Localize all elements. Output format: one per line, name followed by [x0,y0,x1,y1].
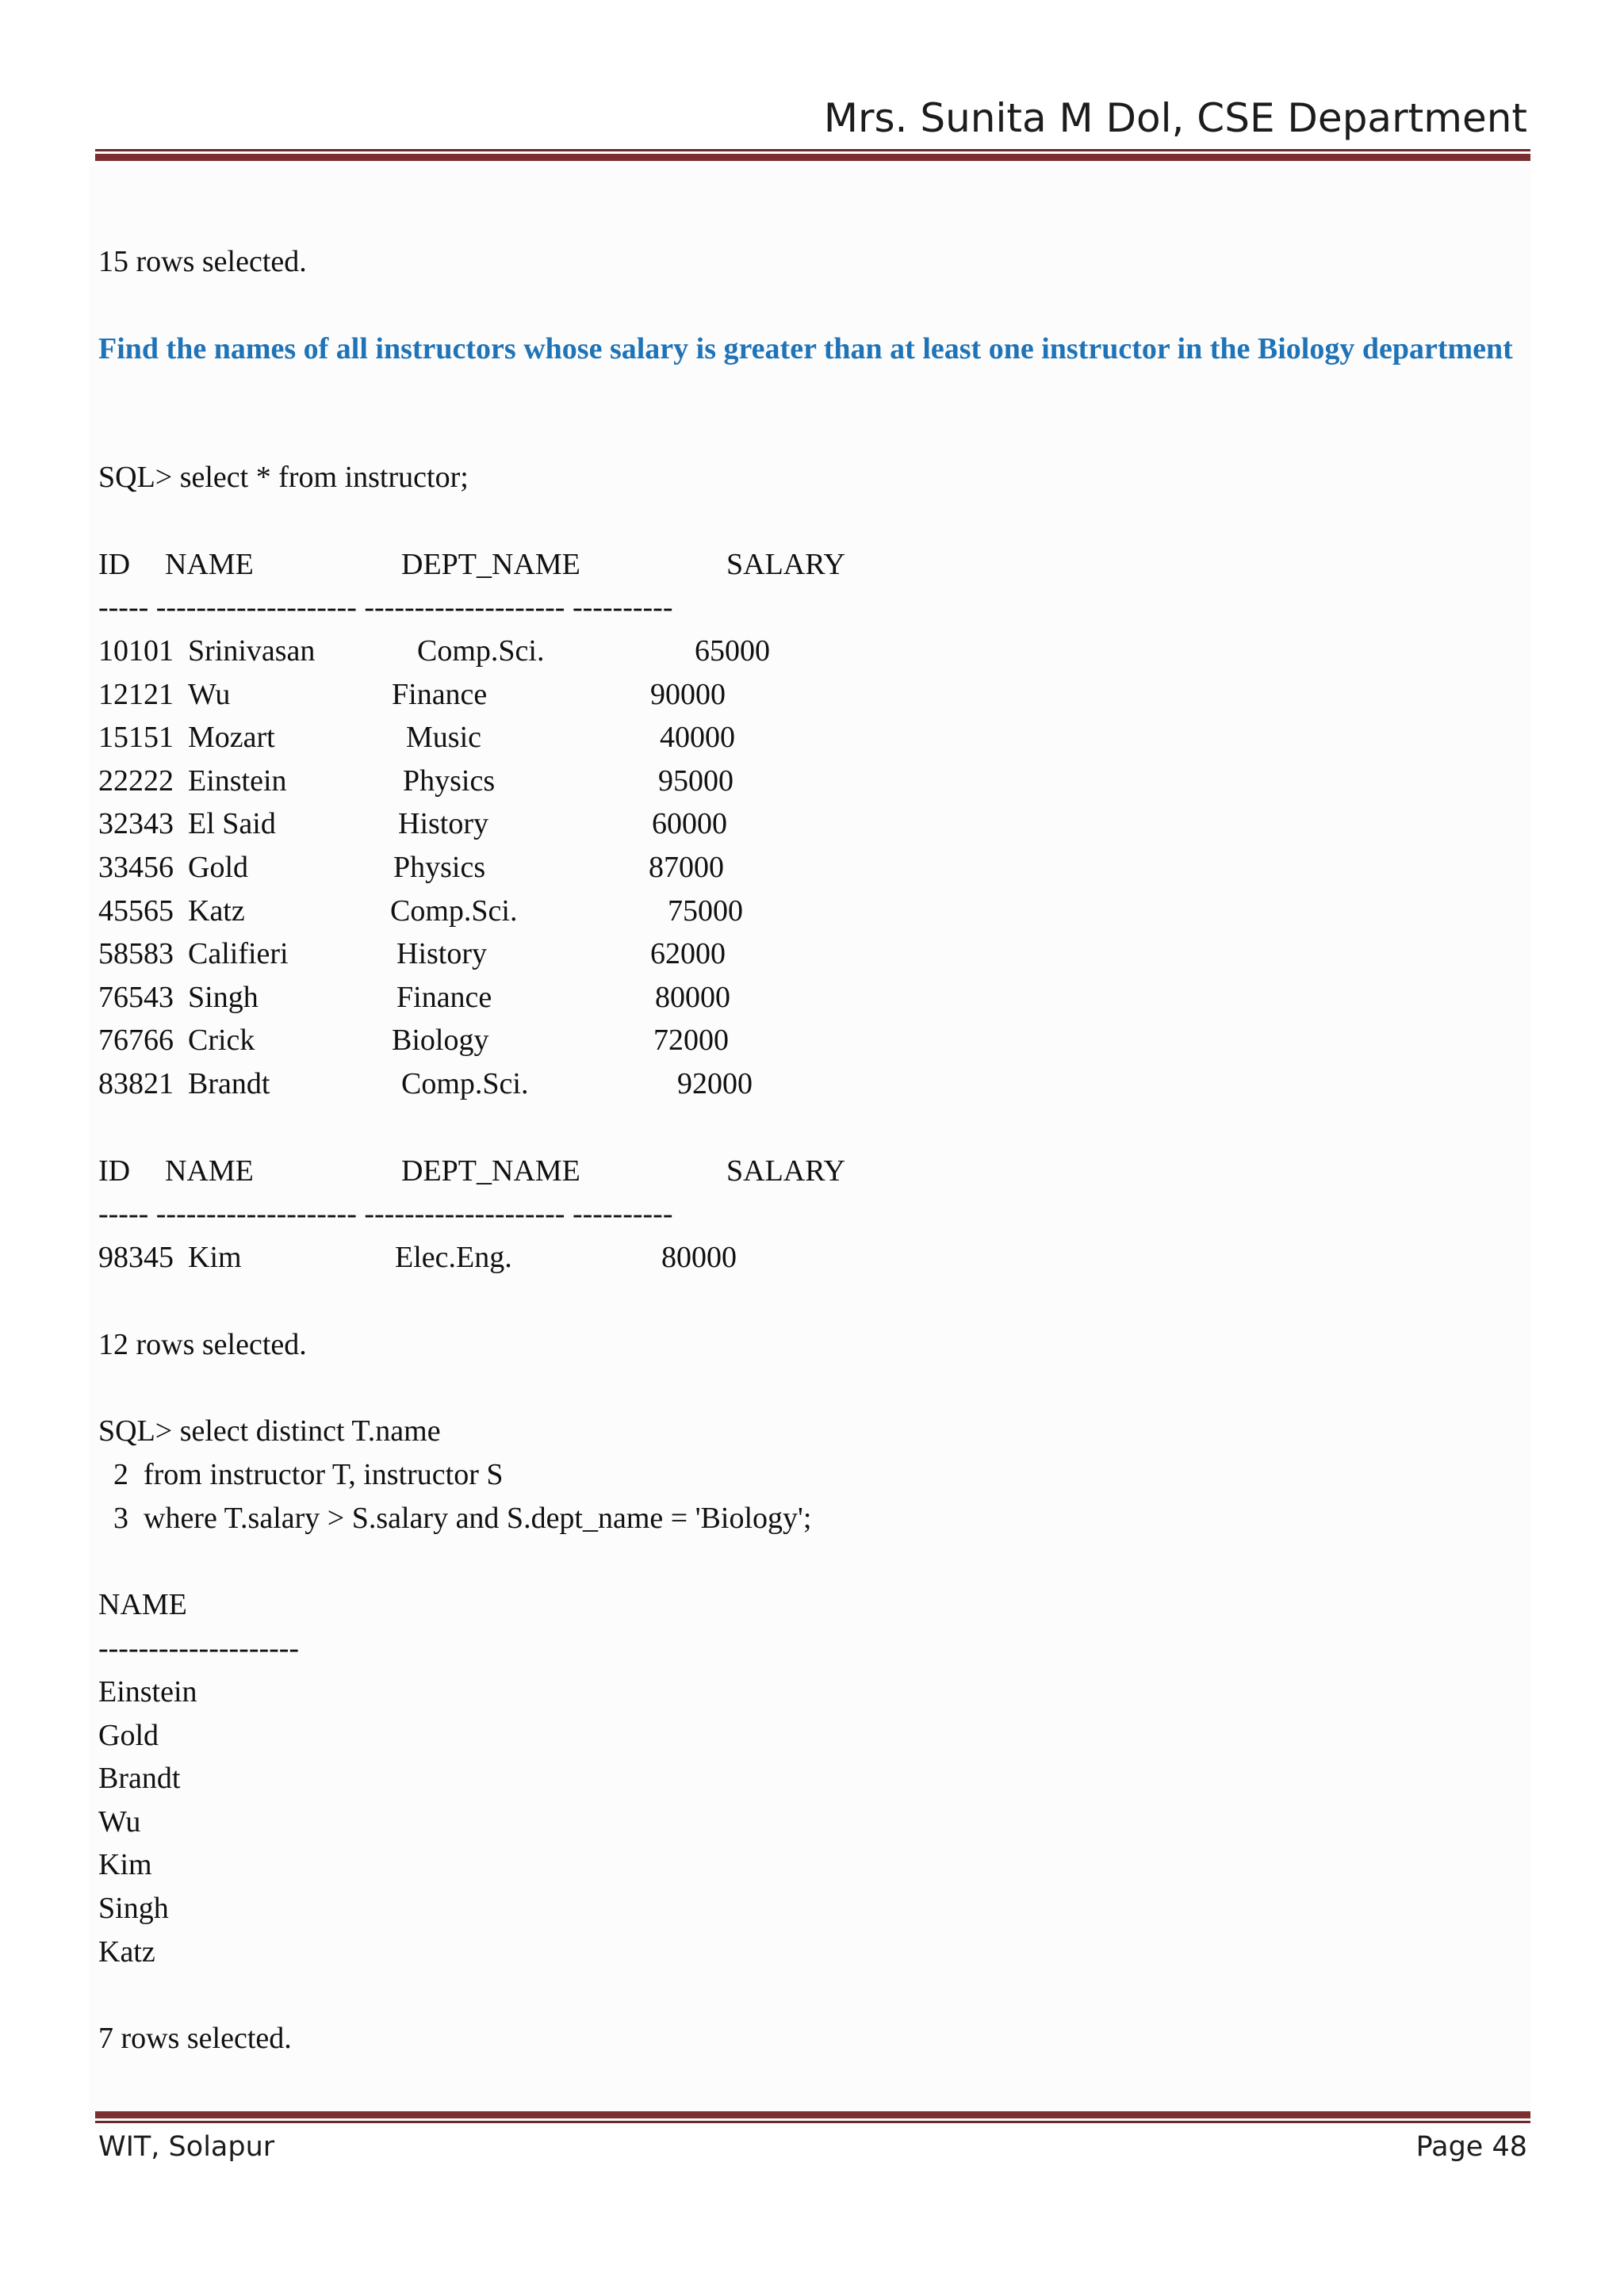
row-dept-name: Biology [392,1024,489,1058]
row-salary: 95000 [658,763,733,798]
row-name: Mozart [188,721,275,755]
row-salary: 75000 [668,894,743,928]
sql-query-line-1: SQL> select distinct T.name [98,1414,441,1448]
result-name-item: Brandt [98,1762,181,1796]
header-rule-thin [95,149,1530,151]
table-separator-2: ----- -------------------- -------------------- ---------- [98,1197,673,1230]
result-name-item: Kim [98,1848,152,1882]
row-salary: 87000 [649,851,724,884]
row-id: 12121 [98,677,174,711]
question-heading: Find the names of all instructors whose salary is greater than at least one instructor in the Biology department [98,332,1513,365]
row-id: 45565 [98,894,174,928]
header-title: Mrs. Sunita M Dol, CSE Department [823,95,1527,141]
row-salary: 80000 [661,1241,737,1274]
row-dept-name: Comp.Sci. [417,634,545,668]
column-header-name: NAME [165,1154,254,1188]
column-header-salary: SALARY [726,548,845,581]
result-name-item: Wu [98,1804,141,1839]
row-name: Singh [188,980,259,1014]
row-id: 15151 [98,721,174,755]
result-separator: -------------------- [98,1632,300,1665]
row-id: 98345 [98,1241,174,1274]
row-name: Katz [188,894,245,928]
row-dept-name: History [398,807,488,841]
header-rule-thick [95,154,1530,161]
previous-result-text: 15 rows selected. [98,245,307,278]
rows-selected-text-2: 7 rows selected. [98,2022,292,2055]
row-name: Crick [188,1024,255,1058]
column-header-id: ID [98,1154,131,1188]
row-id: 10101 [98,634,174,668]
result-name-item: Katz [98,1934,155,1969]
row-id: 58583 [98,937,174,971]
row-salary: 60000 [652,807,727,841]
row-dept-name: History [396,937,487,971]
row-name: El Said [188,807,276,841]
sql-query-line-3: 3 where T.salary > S.salary and S.dept_name = 'Biology'; [98,1502,812,1535]
row-id: 76543 [98,980,174,1014]
row-salary: 92000 [677,1067,753,1100]
row-salary: 62000 [650,937,726,971]
sql-query-select-all: SQL> select * from instructor; [98,461,469,494]
column-header-dept-name: DEPT_NAME [401,548,580,581]
row-name: Califieri [188,937,289,971]
row-salary: 90000 [650,677,726,711]
row-salary: 72000 [653,1024,729,1058]
row-name: Srinivasan [188,634,316,668]
row-id: 83821 [98,1067,174,1100]
row-dept-name: Comp.Sci. [401,1067,529,1100]
row-dept-name: Elec.Eng. [395,1241,512,1274]
row-dept-name: Comp.Sci. [390,894,518,928]
row-dept-name: Music [406,721,481,755]
column-header-name: NAME [165,548,254,581]
row-id: 32343 [98,807,174,841]
row-salary: 80000 [655,980,730,1014]
footer-rule-thick [95,2111,1530,2118]
footer-page-number: Page 48 [1415,2131,1527,2163]
row-dept-name: Finance [392,677,488,711]
column-header-dept-name: DEPT_NAME [401,1154,580,1188]
row-salary: 40000 [660,721,735,755]
row-salary: 65000 [695,634,770,668]
row-id: 33456 [98,851,174,884]
row-id: 76766 [98,1024,174,1058]
footer-left-text: WIT, Solapur [98,2131,275,2163]
row-dept-name: Physics [393,851,486,884]
row-id: 22222 [98,763,174,798]
column-header-id: ID [98,548,131,581]
column-header-salary: SALARY [726,1154,845,1188]
row-name: Gold [188,851,248,884]
rows-selected-text: 12 rows selected. [98,1328,307,1361]
row-dept-name: Finance [396,980,492,1014]
row-name: Wu [188,677,231,711]
row-dept-name: Physics [403,763,496,798]
result-column-header-name: NAME [98,1588,187,1621]
footer-rule-thin [95,2121,1530,2123]
result-name-item: Gold [98,1718,159,1752]
row-name: Kim [188,1241,242,1274]
table-separator: ----- -------------------- -------------------- ---------- [98,591,673,624]
result-name-item: Singh [98,1892,169,1925]
sql-query-line-2: 2 from instructor T, instructor S [98,1458,504,1491]
row-name: Brandt [188,1067,270,1100]
result-name-item: Einstein [98,1675,197,1709]
row-name: Einstein [188,763,287,798]
